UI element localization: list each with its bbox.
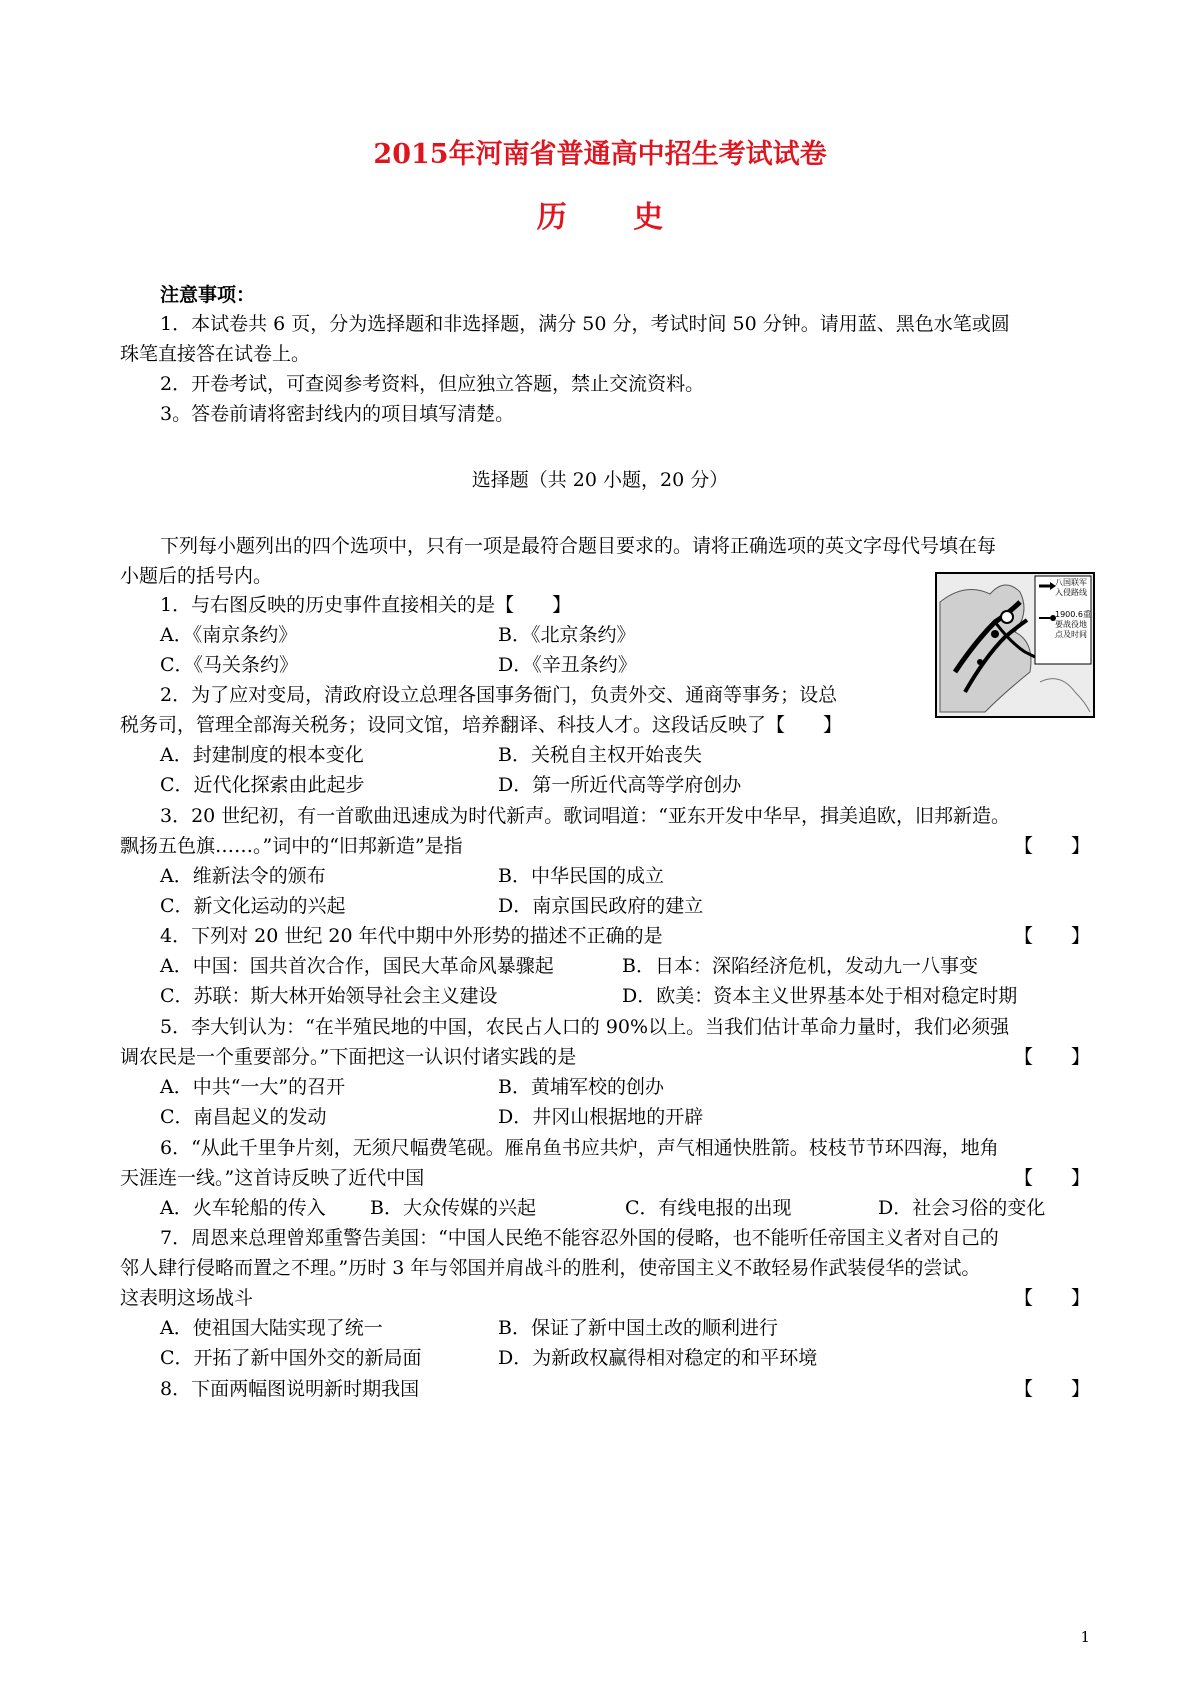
q5-answer-bracket[interactable]: 【 】 bbox=[1013, 1046, 1090, 1068]
boxer-map-figure bbox=[935, 572, 1095, 718]
note-1-cont: 珠笔直接答在试卷上。 bbox=[120, 343, 311, 365]
q3-stem-cont: 飘扬五色旗……。”词中的“旧邦新造”是指 bbox=[120, 835, 463, 857]
q4-option-a[interactable]: A．中国：国共首次合作，国民大革命风暴骤起 bbox=[160, 955, 554, 977]
q1-option-c[interactable]: C．《马关条约》 bbox=[160, 654, 299, 676]
q3-option-d[interactable]: D．南京国民政府的建立 bbox=[498, 895, 704, 917]
q5-option-b[interactable]: B．黄埔军校的创办 bbox=[498, 1076, 664, 1098]
notes-heading: 注意事项： bbox=[160, 284, 256, 306]
q5-option-a[interactable]: A．中共“一大”的召开 bbox=[160, 1076, 346, 1098]
q6-option-a[interactable]: A．火车轮船的传入 bbox=[160, 1197, 326, 1219]
q5-stem-cont: 调农民是一个重要部分。”下面把这一认识付诸实践的是 bbox=[120, 1046, 577, 1068]
q7-option-d[interactable]: D．为新政权赢得相对稳定的和平环境 bbox=[498, 1347, 818, 1369]
q2-option-d[interactable]: D．第一所近代高等学府创办 bbox=[498, 774, 742, 796]
q3-option-a[interactable]: A．维新法令的颁布 bbox=[160, 865, 326, 887]
q7-option-a[interactable]: A．使祖国大陆实现了统一 bbox=[160, 1317, 383, 1339]
q6-option-b[interactable]: B．大众传媒的兴起 bbox=[370, 1197, 536, 1219]
q6-stem-cont: 天涯连一线。”这首诗反映了近代中国 bbox=[120, 1167, 425, 1189]
q3-option-c[interactable]: C．新文化运动的兴起 bbox=[160, 895, 346, 917]
q7-option-c[interactable]: C．开拓了新中国外交的新局面 bbox=[160, 1347, 422, 1369]
q4-option-c[interactable]: C．苏联：斯大林开始领导社会主义建设 bbox=[160, 985, 498, 1007]
q1-option-b[interactable]: B．《北京条约》 bbox=[498, 624, 636, 646]
q7-option-b[interactable]: B．保证了新中国土改的顺利进行 bbox=[498, 1317, 778, 1339]
q3-answer-bracket[interactable]: 【 】 bbox=[1013, 835, 1090, 857]
map-legend-battle: 1900.6重要战役地点及时间 bbox=[1055, 610, 1091, 639]
section-title: 选择题（共 20 小题，20 分） bbox=[471, 469, 729, 491]
section-instruction-cont: 小题后的括号内。 bbox=[120, 565, 273, 587]
q1-stem: 1．与右图反映的历史事件直接相关的是【 】 bbox=[160, 594, 572, 616]
q2-stem-cont: 税务司，管理全部海关税务；设同文馆，培养翻译、科技人才。这段话反映了【 】 bbox=[120, 714, 843, 736]
q4-stem: 4．下列对 20 世纪 20 年代中期中外形势的描述不正确的是 bbox=[160, 925, 663, 947]
note-1: 1．本试卷共 6 页，分为选择题和非选择题，满分 50 分，考试时间 50 分钟。请用蓝、黑色水笔或圆 bbox=[160, 313, 1010, 335]
q4-option-d[interactable]: D．欧美：资本主义世界基本处于相对稳定时期 bbox=[622, 985, 1018, 1007]
q3-option-b[interactable]: B．中华民国的成立 bbox=[498, 865, 664, 887]
note-2: 2．开卷考试，可查阅参考资料，但应独立答题，禁止交流资料。 bbox=[160, 373, 705, 395]
q5-option-d[interactable]: D．井冈山根据地的开辟 bbox=[498, 1106, 704, 1128]
q5-option-c[interactable]: C．南昌起义的发动 bbox=[160, 1106, 327, 1128]
q7-answer-bracket[interactable]: 【 】 bbox=[1013, 1287, 1090, 1309]
q2-option-a[interactable]: A．封建制度的根本变化 bbox=[160, 744, 364, 766]
exam-title: 2015年河南省普通高中招生考试试卷 bbox=[373, 139, 827, 170]
q8-answer-bracket[interactable]: 【 】 bbox=[1013, 1378, 1090, 1400]
q6-stem: 6．“从此千里争片刻，无须尺幅费笔砚。雁帛鱼书应共炉，声气相通快胜箭。枝枝节节环四海，地角 bbox=[160, 1137, 999, 1159]
q2-stem: 2．为了应对变局，清政府设立总理各国事务衙门，负责外交、通商等事务；设总 bbox=[160, 684, 838, 706]
map-image bbox=[935, 572, 1095, 718]
q8-stem: 8．下面两幅图说明新时期我国 bbox=[160, 1378, 420, 1400]
q2-option-c[interactable]: C．近代化探索由此起步 bbox=[160, 774, 365, 796]
page-number: 1 bbox=[1080, 1628, 1090, 1646]
q7-stem-cont-2: 这表明这场战斗 bbox=[120, 1287, 254, 1309]
q3-stem: 3．20 世纪初，有一首歌曲迅速成为时代新声。歌词唱道：“亚东开发中华早，揖美追欧，旧邦新造。 bbox=[160, 805, 1011, 827]
q7-stem-cont-1: 邻人肆行侵略而置之不理。”历时 3 年与邻国并肩战斗的胜利，使帝国主义不敢轻易作武装侵华的尝试。 bbox=[120, 1257, 981, 1279]
note-3: 3。答卷前请将密封线内的项目填写清楚。 bbox=[160, 403, 515, 425]
q1-option-a[interactable]: A．《南京条约》 bbox=[160, 624, 298, 646]
q7-stem: 7．周恩来总理曾郑重警告美国：“中国人民绝不能容忍外国的侵略，也不能听任帝国主义者对自己的 bbox=[160, 1227, 999, 1249]
section-instruction: 下列每小题列出的四个选项中，只有一项是最符合题目要求的。请将正确选项的英文字母代号填在每 bbox=[160, 535, 997, 557]
q4-answer-bracket[interactable]: 【 】 bbox=[1013, 925, 1090, 947]
subject-title: 历 史 bbox=[536, 200, 692, 235]
q6-answer-bracket[interactable]: 【 】 bbox=[1013, 1167, 1090, 1189]
q1-option-d[interactable]: D．《辛丑条约》 bbox=[498, 654, 637, 676]
q4-option-b[interactable]: B．日本：深陷经济危机，发动九一八事变 bbox=[622, 955, 978, 977]
map-legend-route: 八国联军入侵路线 bbox=[1055, 578, 1087, 597]
q2-option-b[interactable]: B．关税自主权开始丧失 bbox=[498, 744, 702, 766]
q6-option-c[interactable]: C．有线电报的出现 bbox=[625, 1197, 792, 1219]
q5-stem: 5．李大钊认为：“在半殖民地的中国，农民占人口的 90%以上。当我们估计革命力量时，我们必须强 bbox=[160, 1016, 1010, 1038]
q6-option-d[interactable]: D．社会习俗的变化 bbox=[878, 1197, 1046, 1219]
